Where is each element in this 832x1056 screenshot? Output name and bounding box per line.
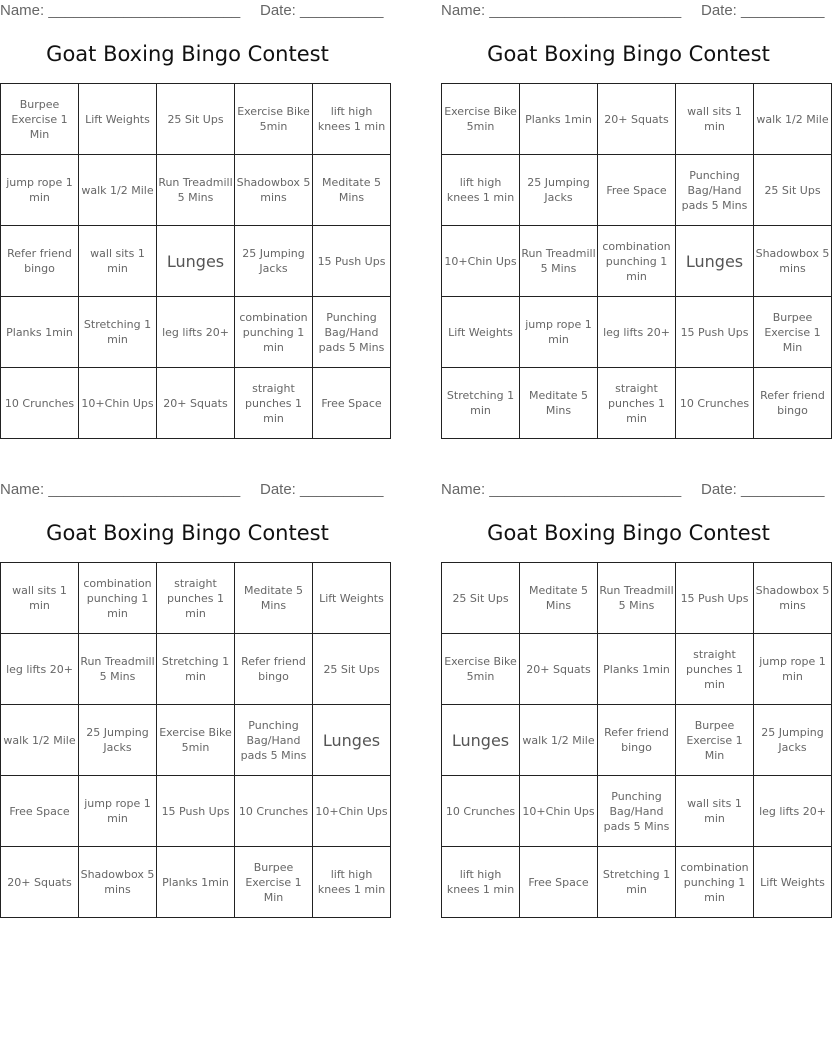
bingo-cell: jump rope 1 min [520, 297, 598, 368]
bingo-row [442, 634, 832, 705]
bingo-cell: wall sits 1 min [676, 84, 754, 155]
bingo-cell: Free Space [598, 155, 676, 226]
bingo-cell: 15 Push Ups [676, 297, 754, 368]
bingo-cell: Meditate 5 Mins [235, 563, 313, 634]
bingo-cell: Punching Bag/Hand pads 5 Mins [313, 297, 391, 368]
card-title: Goat Boxing Bingo Contest [487, 42, 770, 66]
bingo-cell: combination punching 1 min [598, 226, 676, 297]
bingo-cell: leg lifts 20+ [1, 634, 79, 705]
bingo-cell: Shadowbox 5 mins [754, 563, 832, 634]
bingo-cell: jump rope 1 min [754, 634, 832, 705]
bingo-cell: combination punching 1 min [235, 297, 313, 368]
bingo-cell: 10 Crunches [1, 368, 79, 439]
bingo-cell: leg lifts 20+ [157, 297, 235, 368]
bingo-row [442, 563, 832, 634]
bingo-cell: wall sits 1 min [1, 563, 79, 634]
bingo-row [1, 84, 391, 155]
bingo-cell: jump rope 1 min [1, 155, 79, 226]
bingo-cell: Free Space [1, 776, 79, 847]
bingo-row [1, 847, 391, 918]
bingo-cell: 25 Sit Ups [313, 634, 391, 705]
bingo-cell: 20+ Squats [520, 634, 598, 705]
bingo-cell: Punching Bag/Hand pads 5 Mins [676, 155, 754, 226]
bingo-row [442, 155, 832, 226]
bingo-cell: 10+Chin Ups [442, 226, 520, 297]
bingo-cell: Exercise Bike 5min [157, 705, 235, 776]
bingo-row [1, 705, 391, 776]
bingo-row [1, 226, 391, 297]
date-field: Date: __________ [701, 481, 825, 498]
bingo-cell: Stretching 1 min [79, 297, 157, 368]
bingo-cell: 25 Jumping Jacks [235, 226, 313, 297]
bingo-cell: 15 Push Ups [157, 776, 235, 847]
bingo-cell: Lift Weights [79, 84, 157, 155]
bingo-cell: Shadowbox 5 mins [235, 155, 313, 226]
bingo-cell: Stretching 1 min [598, 847, 676, 918]
bingo-cell: 10 Crunches [235, 776, 313, 847]
bingo-cell: leg lifts 20+ [754, 776, 832, 847]
bingo-cell: jump rope 1 min [79, 776, 157, 847]
card-header [441, 0, 825, 22]
bingo-row [442, 847, 832, 918]
card-header [0, 0, 384, 22]
card-title: Goat Boxing Bingo Contest [487, 521, 770, 545]
bingo-row [442, 226, 832, 297]
bingo-cell: wall sits 1 min [79, 226, 157, 297]
bingo-card-2 [441, 0, 830, 435]
bingo-row [1, 563, 391, 634]
bingo-cell: Burpee Exercise 1 Min [235, 847, 313, 918]
bingo-cell: Stretching 1 min [157, 634, 235, 705]
bingo-cell: Run Treadmill 5 Mins [79, 634, 157, 705]
bingo-cell: Shadowbox 5 mins [754, 226, 832, 297]
bingo-grid [0, 83, 391, 439]
bingo-cell: 10 Crunches [676, 368, 754, 439]
bingo-card-4 [441, 479, 830, 914]
bingo-row [442, 84, 832, 155]
bingo-cell: 10+Chin Ups [520, 776, 598, 847]
bingo-cell: Refer friend bingo [754, 368, 832, 439]
bingo-row [442, 705, 832, 776]
bingo-row [442, 368, 832, 439]
card-header [441, 479, 825, 501]
bingo-cell: 20+ Squats [1, 847, 79, 918]
bingo-cell: 20+ Squats [598, 84, 676, 155]
bingo-cell: wall sits 1 min [676, 776, 754, 847]
bingo-cell: Run Treadmill 5 Mins [520, 226, 598, 297]
bingo-cell: Lunges [676, 226, 754, 297]
bingo-cell: Shadowbox 5 mins [79, 847, 157, 918]
bingo-cell: Burpee Exercise 1 Min [1, 84, 79, 155]
bingo-cell: 25 Sit Ups [157, 84, 235, 155]
bingo-row [1, 368, 391, 439]
name-field: Name: _______________________ [441, 2, 682, 19]
date-field: Date: __________ [260, 2, 384, 19]
bingo-cell: Lunges [442, 705, 520, 776]
bingo-cell: 10+Chin Ups [79, 368, 157, 439]
bingo-cell: Meditate 5 Mins [520, 563, 598, 634]
bingo-cell: Planks 1min [598, 634, 676, 705]
bingo-cell: Lift Weights [442, 297, 520, 368]
bingo-grid [441, 83, 832, 439]
bingo-cell: walk 1/2 Mile [520, 705, 598, 776]
bingo-cell: Lunges [313, 705, 391, 776]
bingo-cell: Exercise Bike 5min [442, 84, 520, 155]
bingo-cell: Planks 1min [157, 847, 235, 918]
bingo-cell: walk 1/2 Mile [79, 155, 157, 226]
bingo-cell: 25 Jumping Jacks [754, 705, 832, 776]
bingo-cell: Run Treadmill 5 Mins [598, 563, 676, 634]
bingo-row [1, 297, 391, 368]
bingo-cell: lift high knees 1 min [442, 155, 520, 226]
bingo-cell: 10 Crunches [442, 776, 520, 847]
bingo-cell: Lunges [157, 226, 235, 297]
bingo-cell: 15 Push Ups [313, 226, 391, 297]
date-field: Date: __________ [260, 481, 384, 498]
bingo-cell: combination punching 1 min [79, 563, 157, 634]
bingo-row [442, 776, 832, 847]
bingo-cell: lift high knees 1 min [442, 847, 520, 918]
bingo-cell: straight punches 1 min [676, 634, 754, 705]
bingo-cell: straight punches 1 min [598, 368, 676, 439]
name-field: Name: _______________________ [0, 2, 241, 19]
bingo-cell: lift high knees 1 min [313, 84, 391, 155]
bingo-cell: Meditate 5 Mins [313, 155, 391, 226]
bingo-cell: 20+ Squats [157, 368, 235, 439]
card-header [0, 479, 384, 501]
bingo-cell: Burpee Exercise 1 Min [754, 297, 832, 368]
card-title: Goat Boxing Bingo Contest [46, 42, 329, 66]
bingo-cell: straight punches 1 min [235, 368, 313, 439]
bingo-cell: 25 Jumping Jacks [79, 705, 157, 776]
name-field: Name: _______________________ [441, 481, 682, 498]
bingo-cell: Stretching 1 min [442, 368, 520, 439]
bingo-cell: Refer friend bingo [1, 226, 79, 297]
bingo-cell: 25 Sit Ups [754, 155, 832, 226]
bingo-cell: Planks 1min [520, 84, 598, 155]
name-field: Name: _______________________ [0, 481, 241, 498]
bingo-cell: Meditate 5 Mins [520, 368, 598, 439]
bingo-cell: 10+Chin Ups [313, 776, 391, 847]
bingo-cell: leg lifts 20+ [598, 297, 676, 368]
bingo-cell: Punching Bag/Hand pads 5 Mins [235, 705, 313, 776]
bingo-grid [0, 562, 391, 918]
date-field: Date: __________ [701, 2, 825, 19]
bingo-cell: combination punching 1 min [676, 847, 754, 918]
bingo-cell: straight punches 1 min [157, 563, 235, 634]
bingo-row [1, 776, 391, 847]
card-title: Goat Boxing Bingo Contest [46, 521, 329, 545]
bingo-cell: Exercise Bike 5min [235, 84, 313, 155]
bingo-cell: Free Space [520, 847, 598, 918]
bingo-cell: walk 1/2 Mile [1, 705, 79, 776]
bingo-cell: Planks 1min [1, 297, 79, 368]
bingo-cell: 25 Jumping Jacks [520, 155, 598, 226]
bingo-grid [441, 562, 832, 918]
bingo-cell: 25 Sit Ups [442, 563, 520, 634]
bingo-cell: Lift Weights [754, 847, 832, 918]
bingo-cell: Punching Bag/Hand pads 5 Mins [598, 776, 676, 847]
bingo-cell: Run Treadmill 5 Mins [157, 155, 235, 226]
bingo-row [442, 297, 832, 368]
bingo-cell: lift high knees 1 min [313, 847, 391, 918]
bingo-card-1 [0, 0, 386, 435]
bingo-cell: Exercise Bike 5min [442, 634, 520, 705]
bingo-cell: Burpee Exercise 1 Min [676, 705, 754, 776]
bingo-row [1, 634, 391, 705]
bingo-row [1, 155, 391, 226]
bingo-cell: Lift Weights [313, 563, 391, 634]
bingo-cell: Refer friend bingo [598, 705, 676, 776]
bingo-cell: Refer friend bingo [235, 634, 313, 705]
bingo-card-3 [0, 479, 388, 914]
bingo-cell: Free Space [313, 368, 391, 439]
bingo-cell: walk 1/2 Mile [754, 84, 832, 155]
bingo-cell: 15 Push Ups [676, 563, 754, 634]
